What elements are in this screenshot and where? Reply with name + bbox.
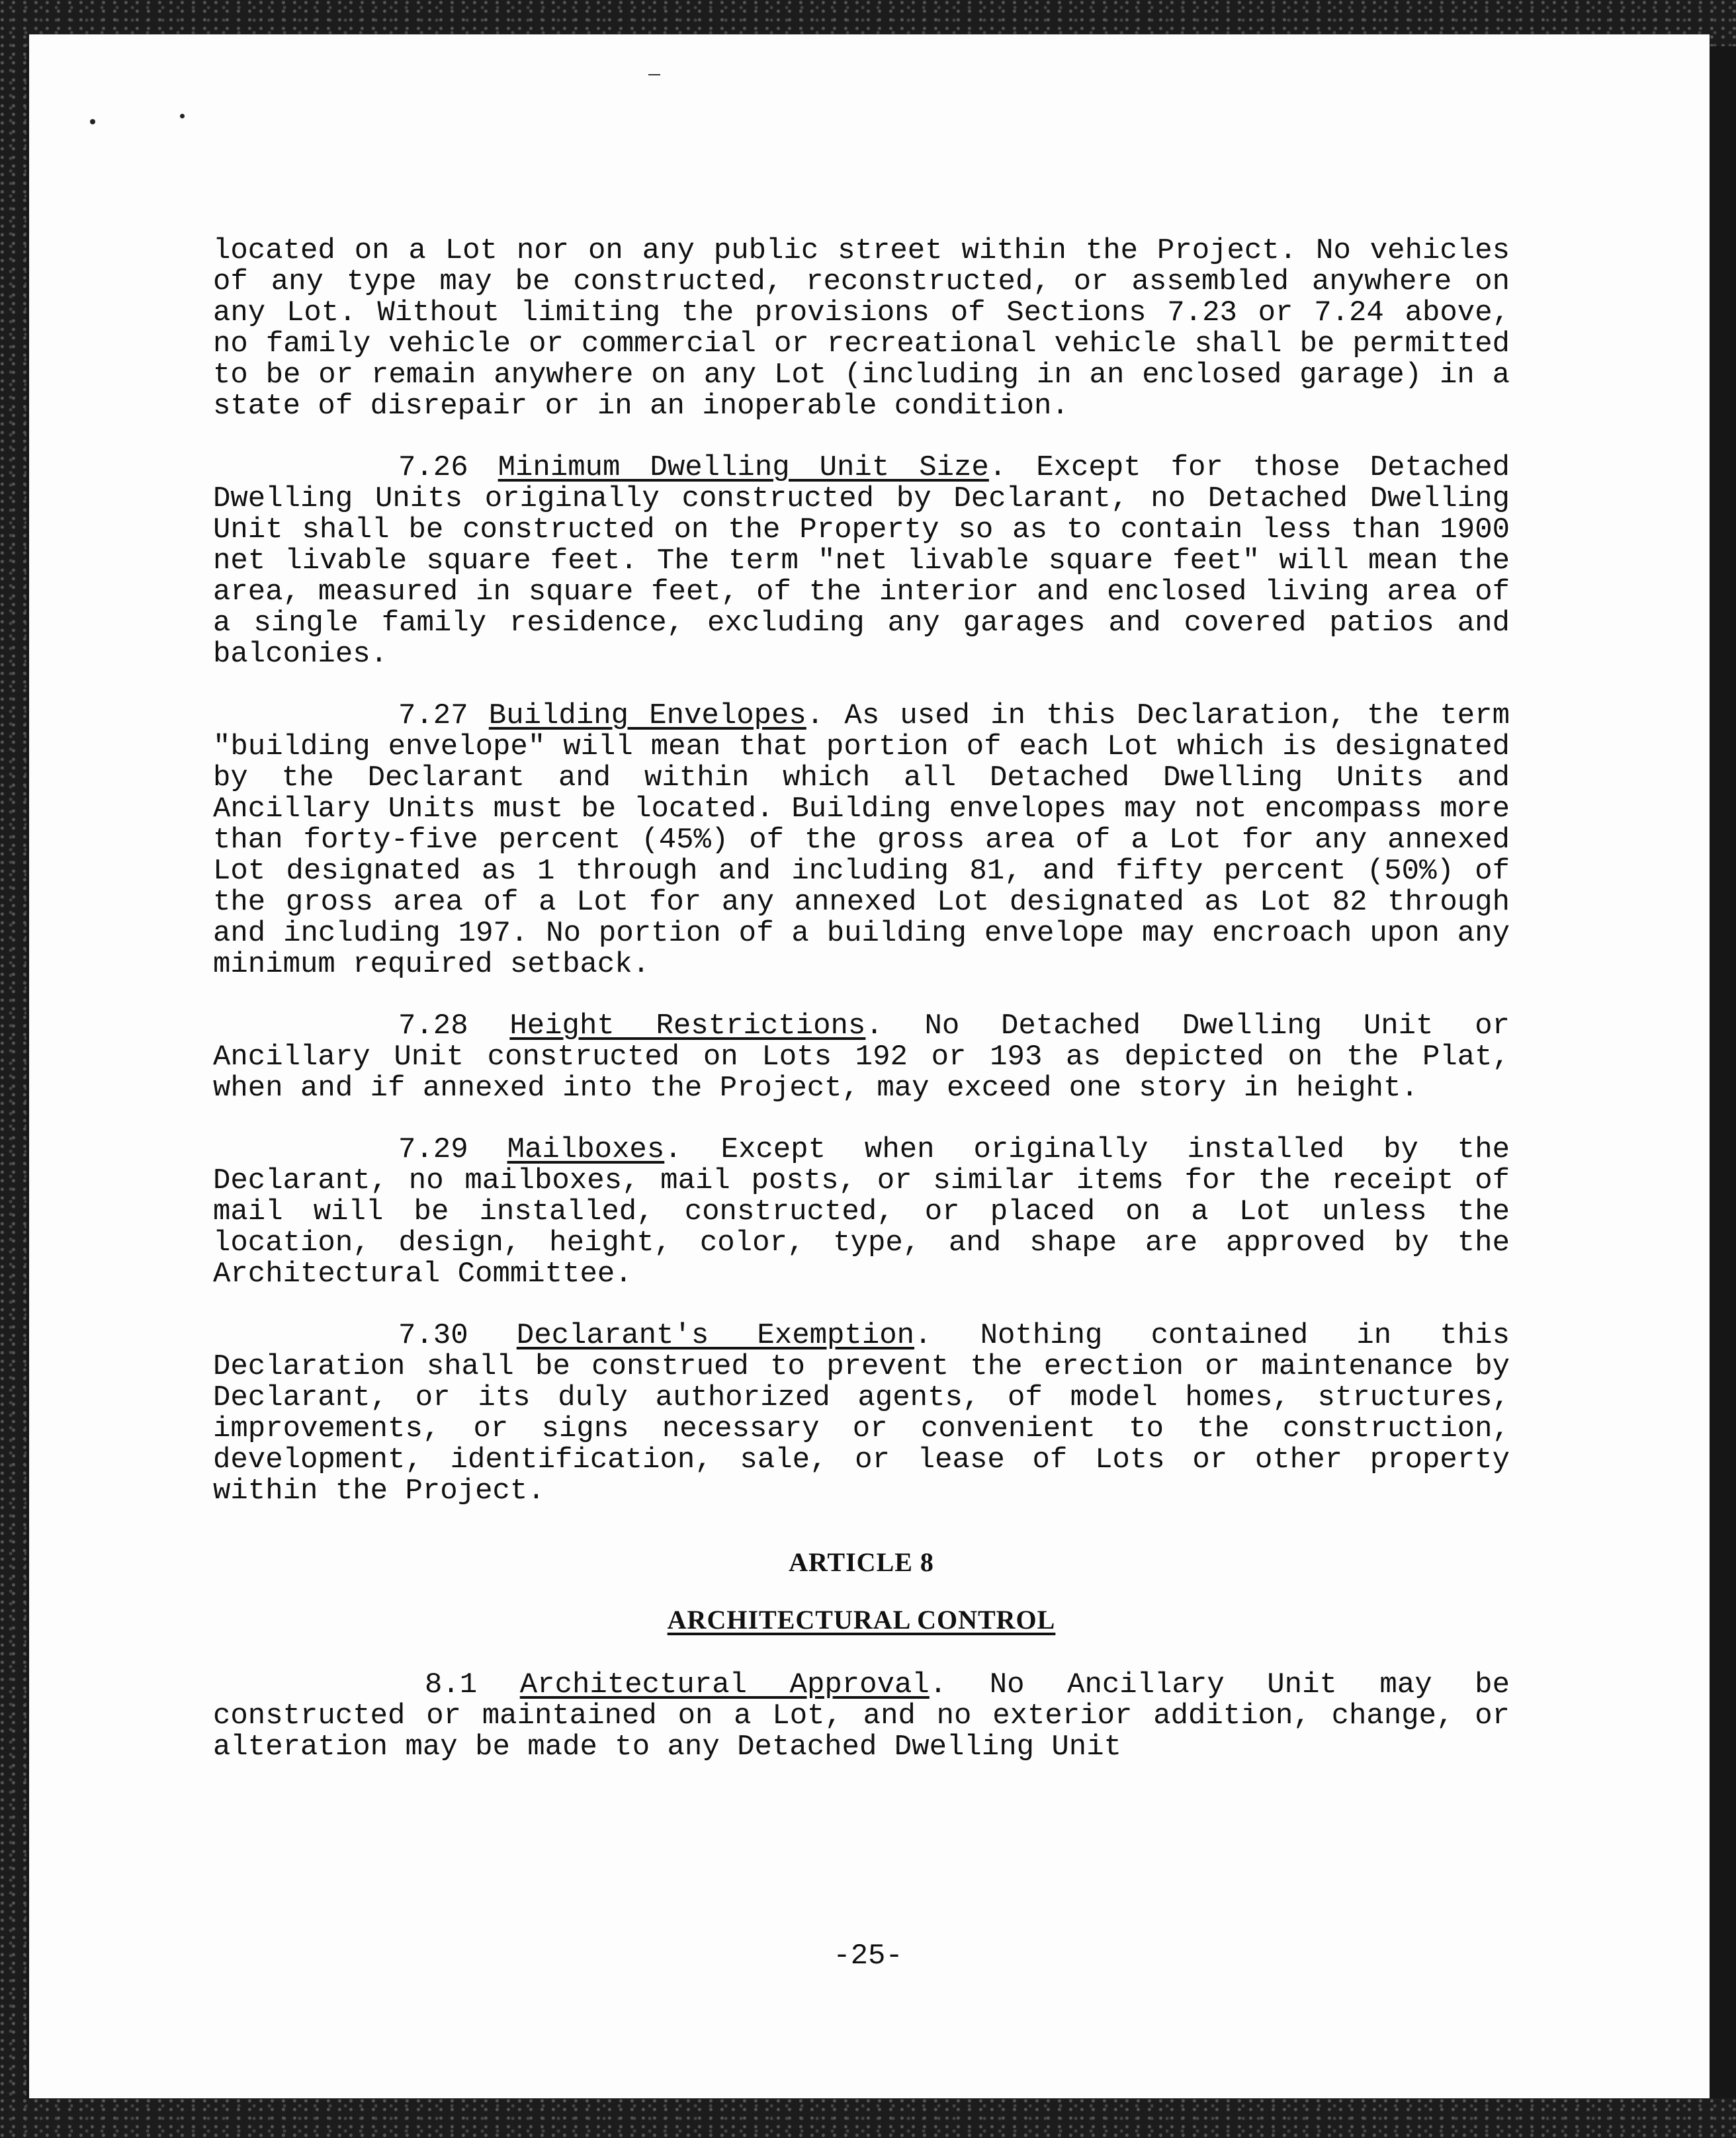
scan-noise-left xyxy=(0,0,26,2138)
section-7-26 xyxy=(213,452,1510,670)
section-body: . Nothing contained in this Declaration shall be construed to prevent the erection or maintenance by Declarant, or its duly authorized agents, of model homes, structures, improvements, or signs necessary or convenient to the construction, development, identification, sale, or lease of Lots or other property within the Project. xyxy=(213,1319,1510,1508)
section-7-27 xyxy=(213,701,1510,980)
section-number: 7.26 xyxy=(398,451,468,484)
section-7-29 xyxy=(213,1134,1510,1290)
section-title: Mailboxes xyxy=(507,1133,665,1166)
section-title: Architectural Approval xyxy=(519,1668,930,1701)
section-body: . Except for those Detached Dwelling Units originally constructed by Declarant, no Detached Dwelling Unit shall be constructed on the Property so as to contain less than 1900 net livable square feet. The term "net livable square feet" will mean the area, measured in square feet, of the interior and enclosed living area of a single family residence, excluding any garages and covered patios and balconies. xyxy=(213,451,1510,671)
section-number: 7.28 xyxy=(398,1009,468,1043)
section-number: 7.30 xyxy=(398,1319,468,1352)
opening-paragraph: located on a Lot nor on any public street within the Project. No vehicles of any type may be constructed, reconstructed, or assembled anywhere on any Lot. Without limiting the provisions of Sections 7.23 or 7.24 above, no family vehicle or commercial or recreational vehicle shall be permitted to be or remain anywhere on any Lot (including in an enclosed garage) in a state of disrepair or in an inoperable condition. xyxy=(213,234,1510,423)
article-title: ARCHITECTURAL CONTROL xyxy=(667,1605,1056,1635)
section-number: 7.27 xyxy=(398,699,468,732)
section-8-1 xyxy=(213,1670,1510,1763)
section-title: Declarant's Exemption xyxy=(516,1319,915,1352)
scan-speck xyxy=(180,114,185,118)
scan-mark xyxy=(648,74,660,75)
section-number: 7.29 xyxy=(398,1133,468,1166)
section-body: . As used in this Declaration, the term "building envelope" will mean that portion of each Lot which is designated by the Declarant and within which all Detached Dwelling Units and Ancillary Units must be located. Building envelopes may not encompass more than forty-five percent (45%) of the gross area of a Lot for any annexed Lot designated as 1 through and including 81, and fifty percent (50%) of the gross area of a Lot for any annexed Lot designated as Lot 82 through and including 197. No portion of a building envelope may encroach upon any minimum required setback. xyxy=(213,699,1510,981)
page-number: -25- xyxy=(833,1940,903,1973)
section-number: 8.1 xyxy=(425,1668,478,1701)
section-7-28 xyxy=(213,1011,1510,1104)
article-number: ARTICLE 8 xyxy=(789,1547,934,1577)
section-body: . No Detached Dwelling Unit or Ancillary Unit constructed on Lots 192 or 193 as depicted on the Plat, when and if annexed into the Project, may exceed one story in height. xyxy=(213,1009,1510,1105)
section-title: Height Restrictions xyxy=(509,1009,866,1043)
section-7-30 xyxy=(213,1320,1510,1507)
section-title: Building Envelopes xyxy=(488,699,806,732)
scan-noise-bottom xyxy=(0,2098,1736,2138)
section-title: Minimum Dwelling Unit Size xyxy=(498,451,989,484)
section-body: . Except when originally installed by the Declarant, no mailboxes, mail posts, or similar items for the receipt of mail will be installed, constructed, or placed on a Lot unless the location, design, height, color, type, and shape are approved by the Architectural Committee. xyxy=(213,1133,1510,1291)
scan-speck xyxy=(90,119,95,124)
document-body xyxy=(213,235,1510,1793)
section-body: . No Ancillary Unit may be constructed or maintained on a Lot, and no exterior addition, change, or alteration may be made to any Detached Dwelling Unit xyxy=(213,1668,1510,1764)
